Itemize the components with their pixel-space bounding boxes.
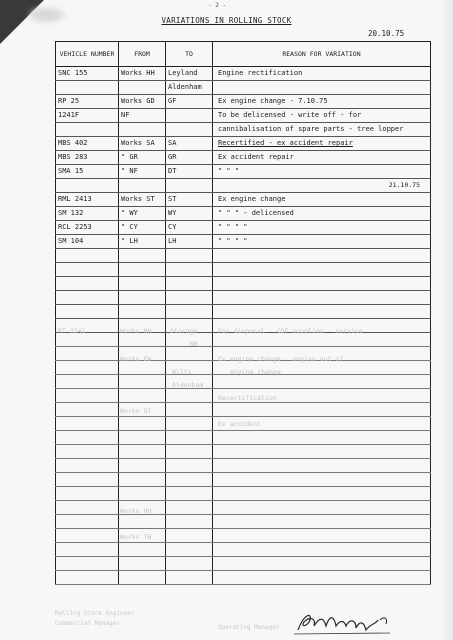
col-header-to: TO <box>166 42 213 67</box>
empty-cell <box>213 529 431 543</box>
empty-cell <box>213 515 431 529</box>
cell-to <box>166 109 213 123</box>
empty-cell <box>213 263 431 277</box>
cell-vehicle <box>56 123 119 137</box>
cell-reason: " " " " <box>213 221 431 235</box>
table-row <box>56 123 431 137</box>
cell-reason <box>213 81 431 95</box>
empty-table-row <box>56 431 431 445</box>
footer-line: Rolling Stock Engineer <box>55 610 135 617</box>
cell-reason: cannibalisation of spare parts - tree lopper <box>213 123 431 137</box>
empty-cell <box>213 305 431 319</box>
ghost-text: engine change <box>230 368 281 376</box>
cell-from: Works HH <box>119 67 166 81</box>
table-row <box>56 95 431 109</box>
empty-table-row <box>56 459 431 473</box>
empty-cell <box>56 543 119 557</box>
empty-cell <box>119 473 166 487</box>
empty-cell <box>213 431 431 445</box>
empty-cell <box>213 445 431 459</box>
empty-table-row <box>56 403 431 417</box>
cell-reason: Ex engine change <box>213 193 431 207</box>
empty-cell <box>166 515 213 529</box>
empty-table-row <box>56 473 431 487</box>
footer-line: Operating Manager <box>218 624 280 631</box>
table-header-row <box>56 42 431 67</box>
empty-cell <box>56 445 119 459</box>
empty-cell <box>213 403 431 417</box>
col-header-vehicle: VEHICLE NUMBER <box>56 42 119 67</box>
document-title: VARIATIONS IN ROLLING STOCK <box>161 16 292 25</box>
empty-cell <box>56 473 119 487</box>
cell-vehicle: SM 132 <box>56 207 119 221</box>
empty-cell <box>166 389 213 403</box>
table-row <box>56 193 431 207</box>
empty-cell <box>166 263 213 277</box>
empty-cell <box>119 543 166 557</box>
cell-to: GF <box>166 95 213 109</box>
cell-to: GR <box>166 151 213 165</box>
table-row <box>56 165 431 179</box>
table-row <box>56 221 431 235</box>
table-row <box>56 151 431 165</box>
cell-vehicle <box>56 81 119 95</box>
cell-to <box>166 179 213 193</box>
ghost-text: Works TB <box>120 533 152 541</box>
cell-from <box>119 81 166 95</box>
cell-to: Leyland <box>166 67 213 81</box>
empty-cell <box>56 515 119 529</box>
empty-cell <box>119 389 166 403</box>
cell-vehicle: MBS 283 <box>56 151 119 165</box>
empty-cell <box>166 529 213 543</box>
empty-cell <box>213 459 431 473</box>
empty-cell <box>166 431 213 445</box>
empty-cell <box>213 375 431 389</box>
empty-cell <box>56 305 119 319</box>
empty-table-row <box>56 291 431 305</box>
cell-vehicle: SMA 15 <box>56 165 119 179</box>
empty-cell <box>119 431 166 445</box>
empty-cell <box>166 291 213 305</box>
cell-vehicle: RP 25 <box>56 95 119 109</box>
empty-cell <box>166 417 213 431</box>
empty-cell <box>166 487 213 501</box>
cell-to: SA <box>166 137 213 151</box>
empty-cell <box>56 347 119 361</box>
empty-table-row <box>56 515 431 529</box>
col-header-from: FROM <box>119 42 166 67</box>
empty-cell <box>119 277 166 291</box>
cell-from: Works SA <box>119 137 166 151</box>
handwritten-signature <box>290 606 410 638</box>
empty-cell <box>56 557 119 571</box>
cell-to: Aldenham <box>166 81 213 95</box>
cell-to: WY <box>166 207 213 221</box>
table-row <box>56 235 431 249</box>
empty-cell <box>56 459 119 473</box>
empty-cell <box>56 389 119 403</box>
table-row <box>56 179 431 193</box>
empty-table-row <box>56 445 431 459</box>
cell-vehicle: RML 2413 <box>56 193 119 207</box>
empty-table-row <box>56 249 431 263</box>
empty-cell <box>56 571 119 585</box>
cell-vehicle <box>56 179 119 193</box>
cell-reason: " " " <box>213 165 431 179</box>
empty-cell <box>56 431 119 445</box>
empty-table-row <box>56 557 431 571</box>
empty-cell <box>166 473 213 487</box>
empty-cell <box>119 459 166 473</box>
empty-cell <box>213 501 431 515</box>
empty-cell <box>56 529 119 543</box>
empty-cell <box>119 305 166 319</box>
document-date: 20.10.75 <box>368 29 405 38</box>
table-row <box>56 137 431 151</box>
empty-cell <box>56 263 119 277</box>
empty-cell <box>213 291 431 305</box>
empty-cell <box>56 417 119 431</box>
empty-table-row <box>56 571 431 585</box>
empty-cell <box>166 403 213 417</box>
empty-cell <box>213 249 431 263</box>
empty-cell <box>166 557 213 571</box>
cell-to <box>166 123 213 137</box>
ghost-text: Works EW <box>120 355 152 363</box>
cell-from: " WY <box>119 207 166 221</box>
footer-line: Commercial Manager <box>55 620 121 627</box>
cell-from: Works GD <box>119 95 166 109</box>
cell-reason: Engine rectification <box>213 67 431 81</box>
cell-vehicle: MBS 402 <box>56 137 119 151</box>
empty-cell <box>213 487 431 501</box>
empty-cell <box>119 515 166 529</box>
empty-cell <box>119 375 166 389</box>
empty-cell <box>56 277 119 291</box>
ghost-text: Works ST <box>120 407 152 415</box>
cell-to: ST <box>166 193 213 207</box>
cell-vehicle: SM 104 <box>56 235 119 249</box>
empty-cell <box>56 501 119 515</box>
cell-to: DT <box>166 165 213 179</box>
cell-from: " NF <box>119 165 166 179</box>
empty-cell <box>166 543 213 557</box>
empty-table-row <box>56 529 431 543</box>
empty-cell <box>166 445 213 459</box>
cell-to: CY <box>166 221 213 235</box>
empty-cell <box>213 571 431 585</box>
empty-table-row <box>56 543 431 557</box>
ghost-text: Wilts <box>172 368 192 376</box>
ghost-text: Works NH <box>120 327 152 335</box>
empty-table-row <box>56 501 431 515</box>
cell-vehicle: 1241F <box>56 109 119 123</box>
table-row <box>56 109 431 123</box>
ghost-text: Ex accident <box>218 420 262 428</box>
signature-area <box>40 598 440 640</box>
empty-cell <box>56 375 119 389</box>
empty-cell <box>166 459 213 473</box>
empty-cell <box>166 305 213 319</box>
empty-cell <box>213 557 431 571</box>
cell-reason: Ex accident repair <box>213 151 431 165</box>
empty-cell <box>119 487 166 501</box>
empty-cell <box>119 263 166 277</box>
empty-table-row <box>56 375 431 389</box>
empty-table-row <box>56 277 431 291</box>
cell-from: " LH <box>119 235 166 249</box>
empty-cell <box>166 277 213 291</box>
ghost-text: Ex engine change - engine out of <box>218 355 344 363</box>
ghost-text: Recertification <box>218 394 277 402</box>
table-row <box>56 81 431 95</box>
empty-cell <box>119 249 166 263</box>
ghost-text: NB <box>190 340 198 348</box>
cell-vehicle: RCL 2253 <box>56 221 119 235</box>
cell-reason: " " " - delicensed <box>213 207 431 221</box>
empty-cell <box>213 277 431 291</box>
cell-reason: To be delicensed - write off - for <box>213 109 431 123</box>
empty-cell <box>119 417 166 431</box>
empty-cell <box>166 249 213 263</box>
empty-cell <box>213 473 431 487</box>
ghost-text: Aldenham <box>172 381 204 389</box>
col-header-reason: REASON FOR VARIATION <box>213 42 431 67</box>
empty-table-row <box>56 305 431 319</box>
empty-cell <box>119 571 166 585</box>
empty-cell <box>119 291 166 305</box>
cell-from: " GR <box>119 151 166 165</box>
page-number-mark: - 2 - <box>208 2 227 9</box>
cell-reason-date: 21.10.75 <box>213 179 431 193</box>
cell-from: NF <box>119 109 166 123</box>
ghost-text: Works HH <box>120 507 152 515</box>
cell-vehicle: SNC 155 <box>56 67 119 81</box>
empty-cell <box>213 543 431 557</box>
empty-table-row <box>56 263 431 277</box>
empty-cell <box>166 571 213 585</box>
cell-to: LH <box>166 235 213 249</box>
table-row <box>56 67 431 81</box>
cell-from <box>119 123 166 137</box>
rolling-stock-table <box>55 41 430 585</box>
cell-reason: Ex engine change - 7.10.75 <box>213 95 431 109</box>
ghost-text: Storage <box>170 327 198 335</box>
empty-cell <box>56 361 119 375</box>
empty-cell <box>56 487 119 501</box>
cell-reason: " " " " <box>213 235 431 249</box>
cell-from: Works ST <box>119 193 166 207</box>
empty-cell <box>56 291 119 305</box>
ghost-text: For disposal - CDF supplies - service <box>218 327 363 335</box>
ghost-text: RT 3241 <box>58 327 86 335</box>
table-row <box>56 207 431 221</box>
page-edge-shadow <box>439 0 453 640</box>
empty-cell <box>56 403 119 417</box>
cell-from <box>119 179 166 193</box>
empty-cell <box>166 501 213 515</box>
empty-cell <box>166 347 213 361</box>
cell-from: " CY <box>119 221 166 235</box>
empty-cell <box>119 445 166 459</box>
empty-cell <box>119 557 166 571</box>
empty-table-row <box>56 487 431 501</box>
empty-cell <box>56 249 119 263</box>
cell-reason: Recertified - ex accident repair <box>213 137 431 151</box>
